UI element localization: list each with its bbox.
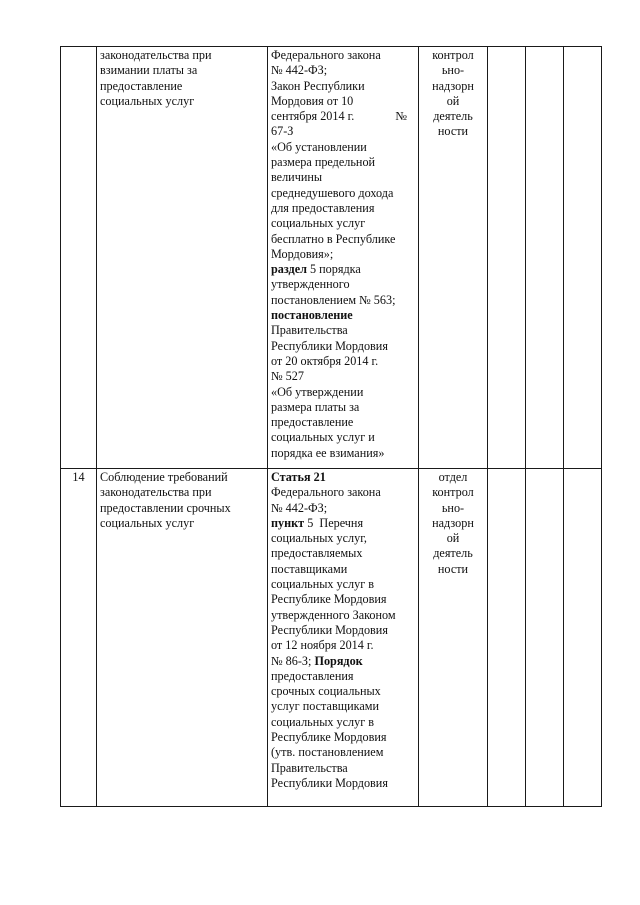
legal-basis-text: от 12 ноября 2014 г. xyxy=(271,638,374,653)
legal-basis-text: Правительства xyxy=(271,760,348,775)
legal-basis-line xyxy=(271,761,415,776)
legal-basis-text: Закон Республики xyxy=(271,78,365,93)
table-row xyxy=(61,47,602,469)
department-line: надзорн xyxy=(432,78,474,93)
legal-basis-line xyxy=(271,216,415,231)
legal-basis-line xyxy=(271,470,415,485)
requirement-line: законодательства при xyxy=(100,485,212,500)
legal-basis-text: социальных услуг, xyxy=(271,531,367,546)
row-number-cell xyxy=(61,47,97,469)
empty-cell xyxy=(526,47,564,469)
legal-basis-line xyxy=(271,140,415,155)
legal-basis-text: Республике Мордовия xyxy=(271,592,387,607)
legal-basis-line xyxy=(271,48,415,63)
legal-basis-text: социальных услуг и xyxy=(271,430,375,445)
legal-basis-line xyxy=(271,79,415,94)
legal-basis-line xyxy=(271,247,415,262)
department-line: надзорн xyxy=(432,515,474,530)
legal-basis-line xyxy=(271,562,415,577)
legal-basis-text: Республики Мордовия xyxy=(271,775,388,790)
empty-cell xyxy=(564,469,602,807)
requirements-table xyxy=(60,46,602,807)
empty-cell xyxy=(488,469,526,807)
requirement-line: социальных услуг xyxy=(100,515,195,530)
legal-basis-line xyxy=(271,592,415,607)
empty-cell xyxy=(526,469,564,807)
legal-basis-text: услуг поставщиками xyxy=(271,699,379,714)
legal-basis-line xyxy=(271,715,415,730)
legal-basis-text: от 20 октября 2014 г. xyxy=(271,353,379,368)
department-line: отдел xyxy=(438,470,468,484)
legal-basis-text: поставщиками xyxy=(271,561,348,576)
requirement-line: законодательства при xyxy=(100,48,212,62)
department-cell xyxy=(419,47,488,469)
legal-basis-line xyxy=(271,400,415,415)
legal-basis-line xyxy=(271,654,415,669)
legal-basis-line xyxy=(271,339,415,354)
legal-basis-emphasis: постановление xyxy=(271,308,353,323)
empty-cell xyxy=(488,47,526,469)
legal-basis-text: социальных услуг в xyxy=(271,577,375,592)
legal-basis-text: № 442-ФЗ; xyxy=(271,63,328,78)
legal-basis-line xyxy=(271,109,415,124)
legal-basis-fragment: сентября 2014 г. xyxy=(271,109,355,124)
department-line: ности xyxy=(437,124,469,139)
legal-basis-text: для предоставления xyxy=(271,200,375,215)
legal-basis-text: предоставления xyxy=(271,668,354,683)
legal-basis-text: социальных услуг xyxy=(271,216,366,231)
legal-basis-line xyxy=(271,776,415,791)
legal-basis-text: утвержденного Законом xyxy=(271,607,396,622)
legal-basis-line xyxy=(271,546,415,561)
legal-basis-text: 67-З xyxy=(271,124,294,139)
legal-basis-emphasis: Порядок xyxy=(314,653,363,668)
legal-basis-line xyxy=(271,385,415,400)
legal-basis-line xyxy=(271,516,415,531)
legal-basis-text: среднедушевого дохода xyxy=(271,185,394,200)
legal-basis-text: размера предельной xyxy=(271,155,376,170)
legal-basis-cell xyxy=(268,47,419,469)
legal-basis-line xyxy=(271,745,415,760)
legal-basis-line xyxy=(271,415,415,430)
legal-basis-text: Республики Мордовия xyxy=(271,338,388,353)
table-row xyxy=(61,469,602,807)
legal-basis-text: № 442-ФЗ; xyxy=(271,500,328,515)
legal-basis-line xyxy=(271,730,415,745)
legal-basis-line xyxy=(271,684,415,699)
legal-basis-text: предоставляемых xyxy=(271,546,363,561)
legal-basis-line xyxy=(271,501,415,516)
legal-basis-line xyxy=(271,94,415,109)
legal-basis-text: величины xyxy=(271,170,323,185)
legal-basis-text: Мордовия»; xyxy=(271,246,334,261)
requirement-line: социальных услуг xyxy=(100,93,195,108)
legal-basis-line xyxy=(271,308,415,323)
legal-basis-line xyxy=(271,369,415,384)
legal-basis-line xyxy=(271,293,415,308)
legal-basis-text: порядка ее взимания» xyxy=(271,445,385,460)
legal-basis-line xyxy=(271,531,415,546)
department-line: ой xyxy=(446,93,460,108)
legal-basis-line xyxy=(271,608,415,623)
legal-basis-fragment: № xyxy=(395,109,407,124)
legal-basis-line xyxy=(271,699,415,714)
legal-basis-text: утвержденного xyxy=(271,277,350,292)
legal-basis-line xyxy=(271,354,415,369)
requirement-line: предоставлении срочных xyxy=(100,500,231,515)
row-number-cell: 14 xyxy=(61,469,97,807)
department-line: ности xyxy=(437,561,469,576)
legal-basis-line xyxy=(271,577,415,592)
legal-basis-line xyxy=(271,262,415,277)
legal-basis-text: Республике Мордовия xyxy=(271,730,387,745)
legal-basis-text: предоставление xyxy=(271,415,354,430)
legal-basis-line xyxy=(271,124,415,139)
legal-basis-text: постановлением № 563; xyxy=(271,292,396,307)
legal-basis-text: Республики Мордовия xyxy=(271,622,388,637)
requirement-line: предоставление xyxy=(100,78,183,93)
legal-basis-text: Мордовия от 10 xyxy=(271,93,354,108)
requirement-line: Соблюдение требований xyxy=(100,470,228,484)
legal-basis-line xyxy=(271,430,415,445)
legal-basis-line xyxy=(271,277,415,292)
legal-basis-text: срочных социальных xyxy=(271,684,381,699)
legal-basis-line xyxy=(271,485,415,500)
requirement-line: взимании платы за xyxy=(100,63,198,78)
legal-basis-text: Правительства xyxy=(271,323,348,338)
legal-basis-line xyxy=(271,186,415,201)
legal-basis-cell xyxy=(268,469,419,807)
department-line: контрол xyxy=(432,485,474,500)
department-line: деятель xyxy=(433,546,473,561)
legal-basis-text: 5 Перечня xyxy=(304,515,364,530)
legal-basis-line xyxy=(271,170,415,185)
legal-basis-text: 5 порядка xyxy=(306,262,361,277)
department-line: ьно- xyxy=(441,500,465,515)
requirement-cell xyxy=(97,47,268,469)
requirement-cell xyxy=(97,469,268,807)
legal-basis-text: бесплатно в Республике xyxy=(271,231,396,246)
legal-basis-line xyxy=(271,201,415,216)
legal-basis-emphasis: пункт xyxy=(271,515,305,530)
legal-basis-text: Федерального закона xyxy=(271,48,381,62)
legal-basis-line xyxy=(271,323,415,338)
legal-basis-text: № 527 xyxy=(271,369,304,384)
legal-basis-line xyxy=(271,623,415,638)
department-line: ой xyxy=(446,531,460,546)
department-line: деятель xyxy=(433,109,473,124)
legal-basis-text: «Об установлении xyxy=(271,139,367,154)
legal-basis-text: социальных услуг в xyxy=(271,714,375,729)
legal-basis-line xyxy=(271,638,415,653)
department-cell xyxy=(419,469,488,807)
legal-basis-text: (утв. постановлением xyxy=(271,745,384,760)
legal-basis-line xyxy=(271,155,415,170)
legal-basis-text: № 86-З; xyxy=(271,653,315,668)
legal-basis-emphasis: Статья 21 xyxy=(271,470,326,484)
legal-basis-text: размера платы за xyxy=(271,399,360,414)
legal-basis-text: Федерального закона xyxy=(271,485,381,500)
legal-basis-line xyxy=(271,669,415,684)
department-line: ьно- xyxy=(441,63,465,78)
legal-basis-emphasis: раздел xyxy=(271,262,307,277)
legal-basis-line xyxy=(271,446,415,461)
empty-cell xyxy=(564,47,602,469)
department-line: контрол xyxy=(432,48,474,62)
legal-basis-text: «Об утверждении xyxy=(271,384,364,399)
legal-basis-line xyxy=(271,63,415,78)
legal-basis-line xyxy=(271,232,415,247)
